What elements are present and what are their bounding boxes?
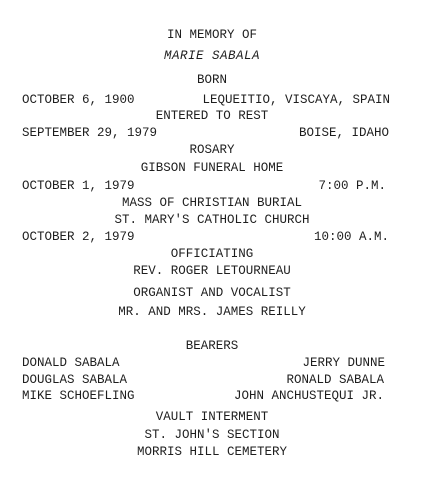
rest-place: BOISE, IDAHO xyxy=(298,126,389,140)
bearers-row xyxy=(22,372,384,388)
organists: MR. AND MRS. JAMES REILLY xyxy=(118,305,306,319)
bearer-name: RONALD SABALA xyxy=(286,373,384,387)
organist-label: ORGANIST AND VOCALIST xyxy=(133,286,291,300)
rest-row xyxy=(22,125,389,141)
born-date: OCTOBER 6, 1900 xyxy=(22,93,135,107)
mass-row xyxy=(22,229,389,245)
vault-section: ST. JOHN'S SECTION xyxy=(144,428,280,442)
rosary-place: GIBSON FUNERAL HOME xyxy=(140,161,284,175)
bearers-label: BEARERS xyxy=(185,339,239,353)
mass-label: MASS OF CHRISTIAN BURIAL xyxy=(121,196,303,210)
vault-label: VAULT INTERMENT xyxy=(155,410,269,424)
bearers-row xyxy=(22,355,385,371)
memorial-header: IN MEMORY OF xyxy=(166,28,257,42)
born-row xyxy=(22,92,390,108)
officiant: REV. ROGER LETOURNEAU xyxy=(133,264,291,278)
rosary-time: 7:00 P.M. xyxy=(318,179,386,193)
bearers-row xyxy=(22,388,384,404)
vault-cemetery: MORRIS HILL CEMETERY xyxy=(136,445,288,459)
rest-date: SEPTEMBER 29, 1979 xyxy=(22,126,158,140)
officiating-label: OFFICIATING xyxy=(170,247,254,261)
deceased-name: MARIE SABALA xyxy=(163,49,260,63)
mass-date: OCTOBER 2, 1979 xyxy=(22,230,135,244)
born-place: LEQUEITIO, VISCAYA, SPAIN xyxy=(202,93,390,107)
rosary-label: ROSARY xyxy=(189,143,235,157)
mass-place: ST. MARY'S CATHOLIC CHURCH xyxy=(114,213,310,227)
rosary-date: OCTOBER 1, 1979 xyxy=(22,179,135,193)
born-label: BORN xyxy=(196,73,227,87)
bearer-name: DONALD SABALA xyxy=(22,356,120,370)
bearer-name: DOUGLAS SABALA xyxy=(22,373,128,387)
rosary-row xyxy=(22,178,386,194)
bearer-name: JOHN ANCHUSTEQUI JR. xyxy=(233,389,384,403)
entered-rest-label: ENTERED TO REST xyxy=(155,109,269,123)
bearer-name: MIKE SCHOEFLING xyxy=(22,389,135,403)
bearer-name: JERRY DUNNE xyxy=(302,356,385,370)
mass-time: 10:00 A.M. xyxy=(313,230,389,244)
